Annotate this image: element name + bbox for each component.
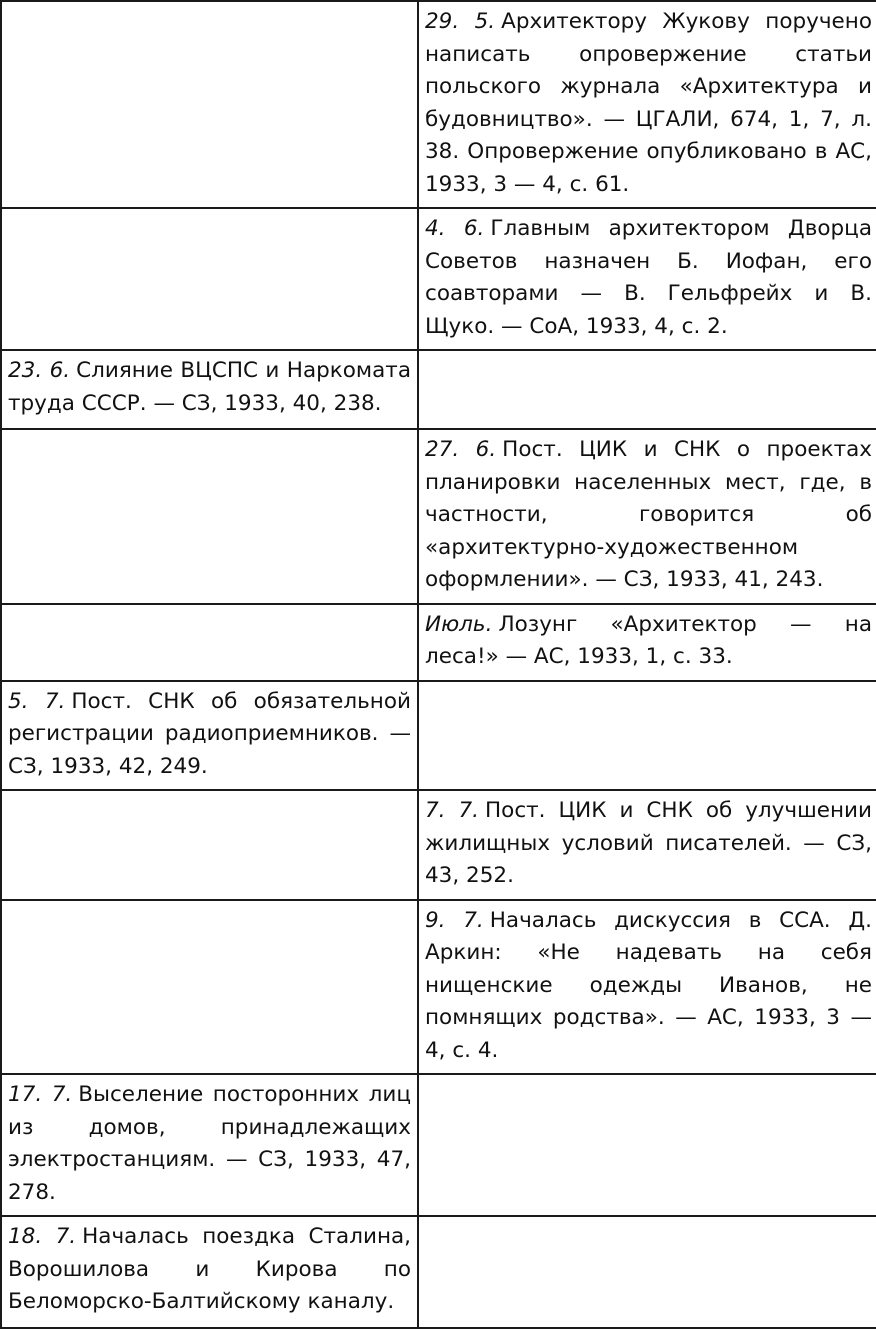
right-cell bbox=[418, 350, 876, 429]
entry-date: 29. 5. bbox=[425, 9, 496, 34]
entry-text: Лозунг «Архитектор — на леса!» — АС, 1933, 1, с. 33. bbox=[425, 611, 872, 669]
table-row bbox=[1, 790, 876, 900]
entry-date: Июль. bbox=[425, 611, 493, 637]
entry-date: 23. 6. bbox=[8, 358, 71, 383]
left-cell bbox=[1, 350, 418, 429]
table-row bbox=[1, 681, 876, 791]
entry-text: Архитектору Жукову поручено написать опровержение статьи польского журнала «Архитектура и будовництво». — ЦГАЛИ, 674, 1, 7, л. 38. Опровержение опубликовано в АС, 1933, 3 — 4, с. 61. bbox=[425, 9, 872, 197]
left-cell bbox=[1, 790, 418, 900]
right-cell bbox=[418, 604, 876, 681]
entry-text: Пост. ЦИК и СНК о проектах планировки населенных мест, где, в частности, говорится об «архитектурно-художественном оформлении». — СЗ, 1933, 41, 243. bbox=[425, 437, 872, 592]
entry-date: 27. 6. bbox=[425, 437, 497, 462]
entry-text: Пост. ЦИК и СНК об улучшении жилищных условий писателей. — СЗ, 43, 252. bbox=[425, 798, 872, 888]
entry-text: Пост. СНК об обязательной регистрации радиоприемников. — СЗ, 1933, 42, 249. bbox=[8, 688, 411, 779]
table-row bbox=[1, 900, 876, 1075]
left-cell bbox=[1, 604, 418, 681]
entry-text: Началась поездка Сталина, Ворошилова и Кирова по Беломорско-Балтийскому каналу. bbox=[8, 1224, 412, 1314]
right-cell bbox=[418, 681, 876, 791]
left-cell bbox=[1, 208, 418, 350]
entry-date: 18. 7. bbox=[8, 1224, 77, 1249]
entry-date: 17. 7. bbox=[8, 1082, 73, 1107]
entry-date: 5. 7. bbox=[8, 688, 66, 714]
right-cell bbox=[418, 790, 876, 900]
table-row bbox=[1, 1216, 876, 1328]
entry-text: Главным архитектором Дворца Советов назначен Б. Иофан, его соавторами — В. Гельфрейх и В. Щуко. — СоА, 1933, 4, с. 2. bbox=[425, 216, 872, 339]
left-cell bbox=[1, 1216, 418, 1328]
table-row bbox=[1, 208, 876, 350]
table-row bbox=[1, 1074, 876, 1216]
table-row bbox=[1, 1, 876, 208]
left-cell bbox=[1, 681, 418, 791]
entry-text: Слияние ВЦСПС и Наркомата труда СССР. — СЗ, 1933, 40, 238. bbox=[8, 358, 411, 416]
table-row bbox=[1, 350, 876, 429]
right-cell bbox=[418, 900, 876, 1075]
left-cell bbox=[1, 429, 418, 604]
left-cell bbox=[1, 900, 418, 1075]
table-row bbox=[1, 604, 876, 681]
entry-text: Выселение посторонних лиц из домов, принадлежащих электростанциям. — СЗ, 1933, 47, 278. bbox=[8, 1082, 411, 1205]
right-cell bbox=[418, 1074, 876, 1216]
entry-date: 4. 6. bbox=[425, 216, 485, 241]
left-cell bbox=[1, 1074, 418, 1216]
table-row bbox=[1, 429, 876, 604]
right-cell bbox=[418, 429, 876, 604]
entry-date: 9. 7. bbox=[425, 907, 484, 933]
right-cell bbox=[418, 1, 876, 208]
right-cell bbox=[418, 1216, 876, 1328]
entry-text: Началась дискуссия в ССА. Д. Аркин: «Не надевать на себя нищенские одежды Иванов, не помнящих родства». — АС, 1933, 3 — 4, с. 4. bbox=[425, 907, 872, 1063]
left-cell bbox=[1, 1, 418, 208]
entry-date: 7. 7. bbox=[425, 798, 479, 823]
right-cell bbox=[418, 208, 876, 350]
